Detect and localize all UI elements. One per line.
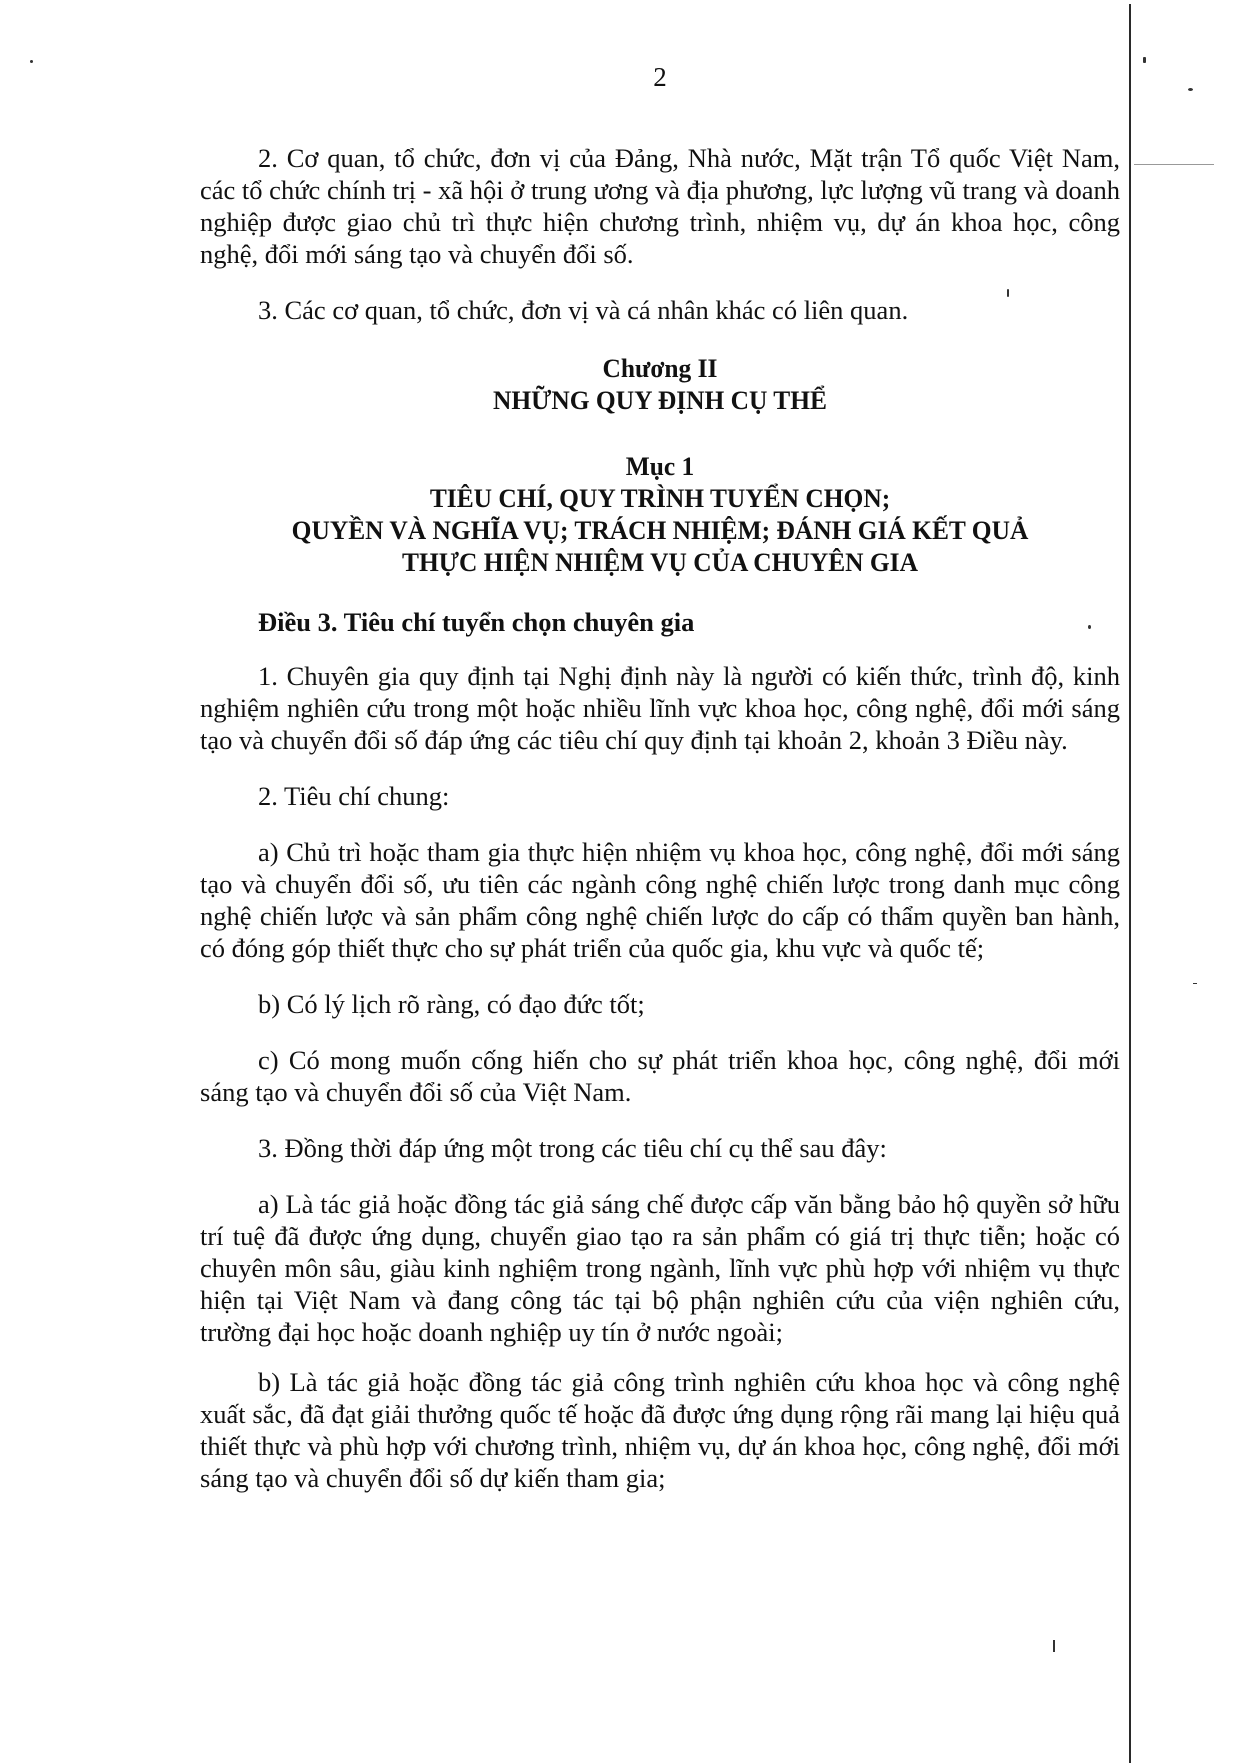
article-paragraph: 3. Đồng thời đáp ứng một trong các tiêu chí cụ thể sau đây: (258, 1133, 887, 1163)
article-paragraph: b) Có lý lịch rõ ràng, có đạo đức tốt; (258, 989, 645, 1019)
scan-edge-line (1129, 4, 1131, 1763)
section-title-line: THỰC HIỆN NHIỆM VỤ CỦA CHUYÊN GIA (402, 547, 918, 577)
article-paragraph: 1. Chuyên gia quy định tại Nghị định này là người có kiến thức, trình độ, kinh nghiệm nghiên cứu trong một hoặc nhiều lĩnh vực khoa học, công nghệ, đổi mới sáng tạo và chuyển đổi số đáp ứng các tiêu chí quy định tại khoản 2, khoản 3 Điều này. (200, 661, 1120, 755)
scan-speck (1053, 1640, 1055, 1652)
paragraph-scope-3: 3. Các cơ quan, tổ chức, đơn vị và cá nhân khác có liên quan. (258, 295, 909, 325)
section-title-line: TIÊU CHÍ, QUY TRÌNH TUYỂN CHỌN; (429, 483, 891, 513)
chapter-label: Chương II (602, 353, 718, 383)
paragraph-scope-2: 2. Cơ quan, tổ chức, đơn vị của Đảng, Nhà nước, Mặt trận Tổ quốc Việt Nam, các tổ chức chính trị - xã hội ở trung ương và địa phương, lực lượng vũ trang và doanh nghiệp được giao chủ trì thực hiện chương trình, nhiệm vụ, dự án khoa học, công nghệ, đổi mới sáng tạo và chuyển đổi số. (200, 143, 1120, 269)
article-paragraph: c) Có mong muốn cống hiến cho sự phát triển khoa học, công nghệ, đổi mới sáng tạo và chuyển đổi số của Việt Nam. (200, 1045, 1120, 1107)
scan-speck (1193, 983, 1197, 984)
page-number: 2 (653, 62, 667, 92)
article-paragraph: a) Chủ trì hoặc tham gia thực hiện nhiệm vụ khoa học, công nghệ, đổi mới sáng tạo và chuyển đổi số, ưu tiên các ngành công nghệ chiến lược trong danh mục công nghệ chiến lược và sản phẩm công nghệ chiến lược do cấp có thẩm quyền ban hành, có đóng góp thiết thực cho sự phát triển của quốc gia, khu vực và quốc tế; (200, 837, 1120, 963)
chapter-heading (200, 352, 1120, 416)
section-heading (200, 450, 1120, 578)
article-paragraph: a) Là tác giả hoặc đồng tác giả sáng chế được cấp văn bằng bảo hộ quyền sở hữu trí tuệ đã được ứng dụng, chuyển giao tạo ra sản phẩm có giá trị thực tiễn; hoặc có chuyên môn sâu, giàu kinh nghiệm trong ngành, lĩnh vực phù hợp với nhiệm vụ thực hiện tại Việt Nam và đang công tác tại bộ phận nghiên cứu của viện nghiên cứu, trường đại học hoặc doanh nghiệp uy tín ở nước ngoài; (200, 1189, 1120, 1347)
section-title-line: QUYỀN VÀ NGHĨA VỤ; TRÁCH NHIỆM; ĐÁNH GIÁ KẾT QUẢ (291, 515, 1029, 545)
article-paragraph: b) Là tác giả hoặc đồng tác giả công trình nghiên cứu khoa học và công nghệ xuất sắc, đã đạt giải thưởng quốc tế hoặc đã được ứng dụng rộng rãi mang lại hiệu quả thiết thực và phù hợp với chương trình, nhiệm vụ, dự án khoa học, công nghệ, đổi mới sáng tạo và chuyển đổi số dự kiến tham gia; (200, 1367, 1120, 1493)
article-title: Điều 3. Tiêu chí tuyển chọn chuyên gia (258, 607, 695, 637)
section-label: Mục 1 (625, 451, 695, 481)
article-paragraph: 2. Tiêu chí chung: (258, 781, 450, 811)
scan-speck (1134, 164, 1214, 165)
document-body (200, 142, 1120, 1518)
chapter-title: NHỮNG QUY ĐỊNH CỤ THỂ (492, 385, 828, 415)
